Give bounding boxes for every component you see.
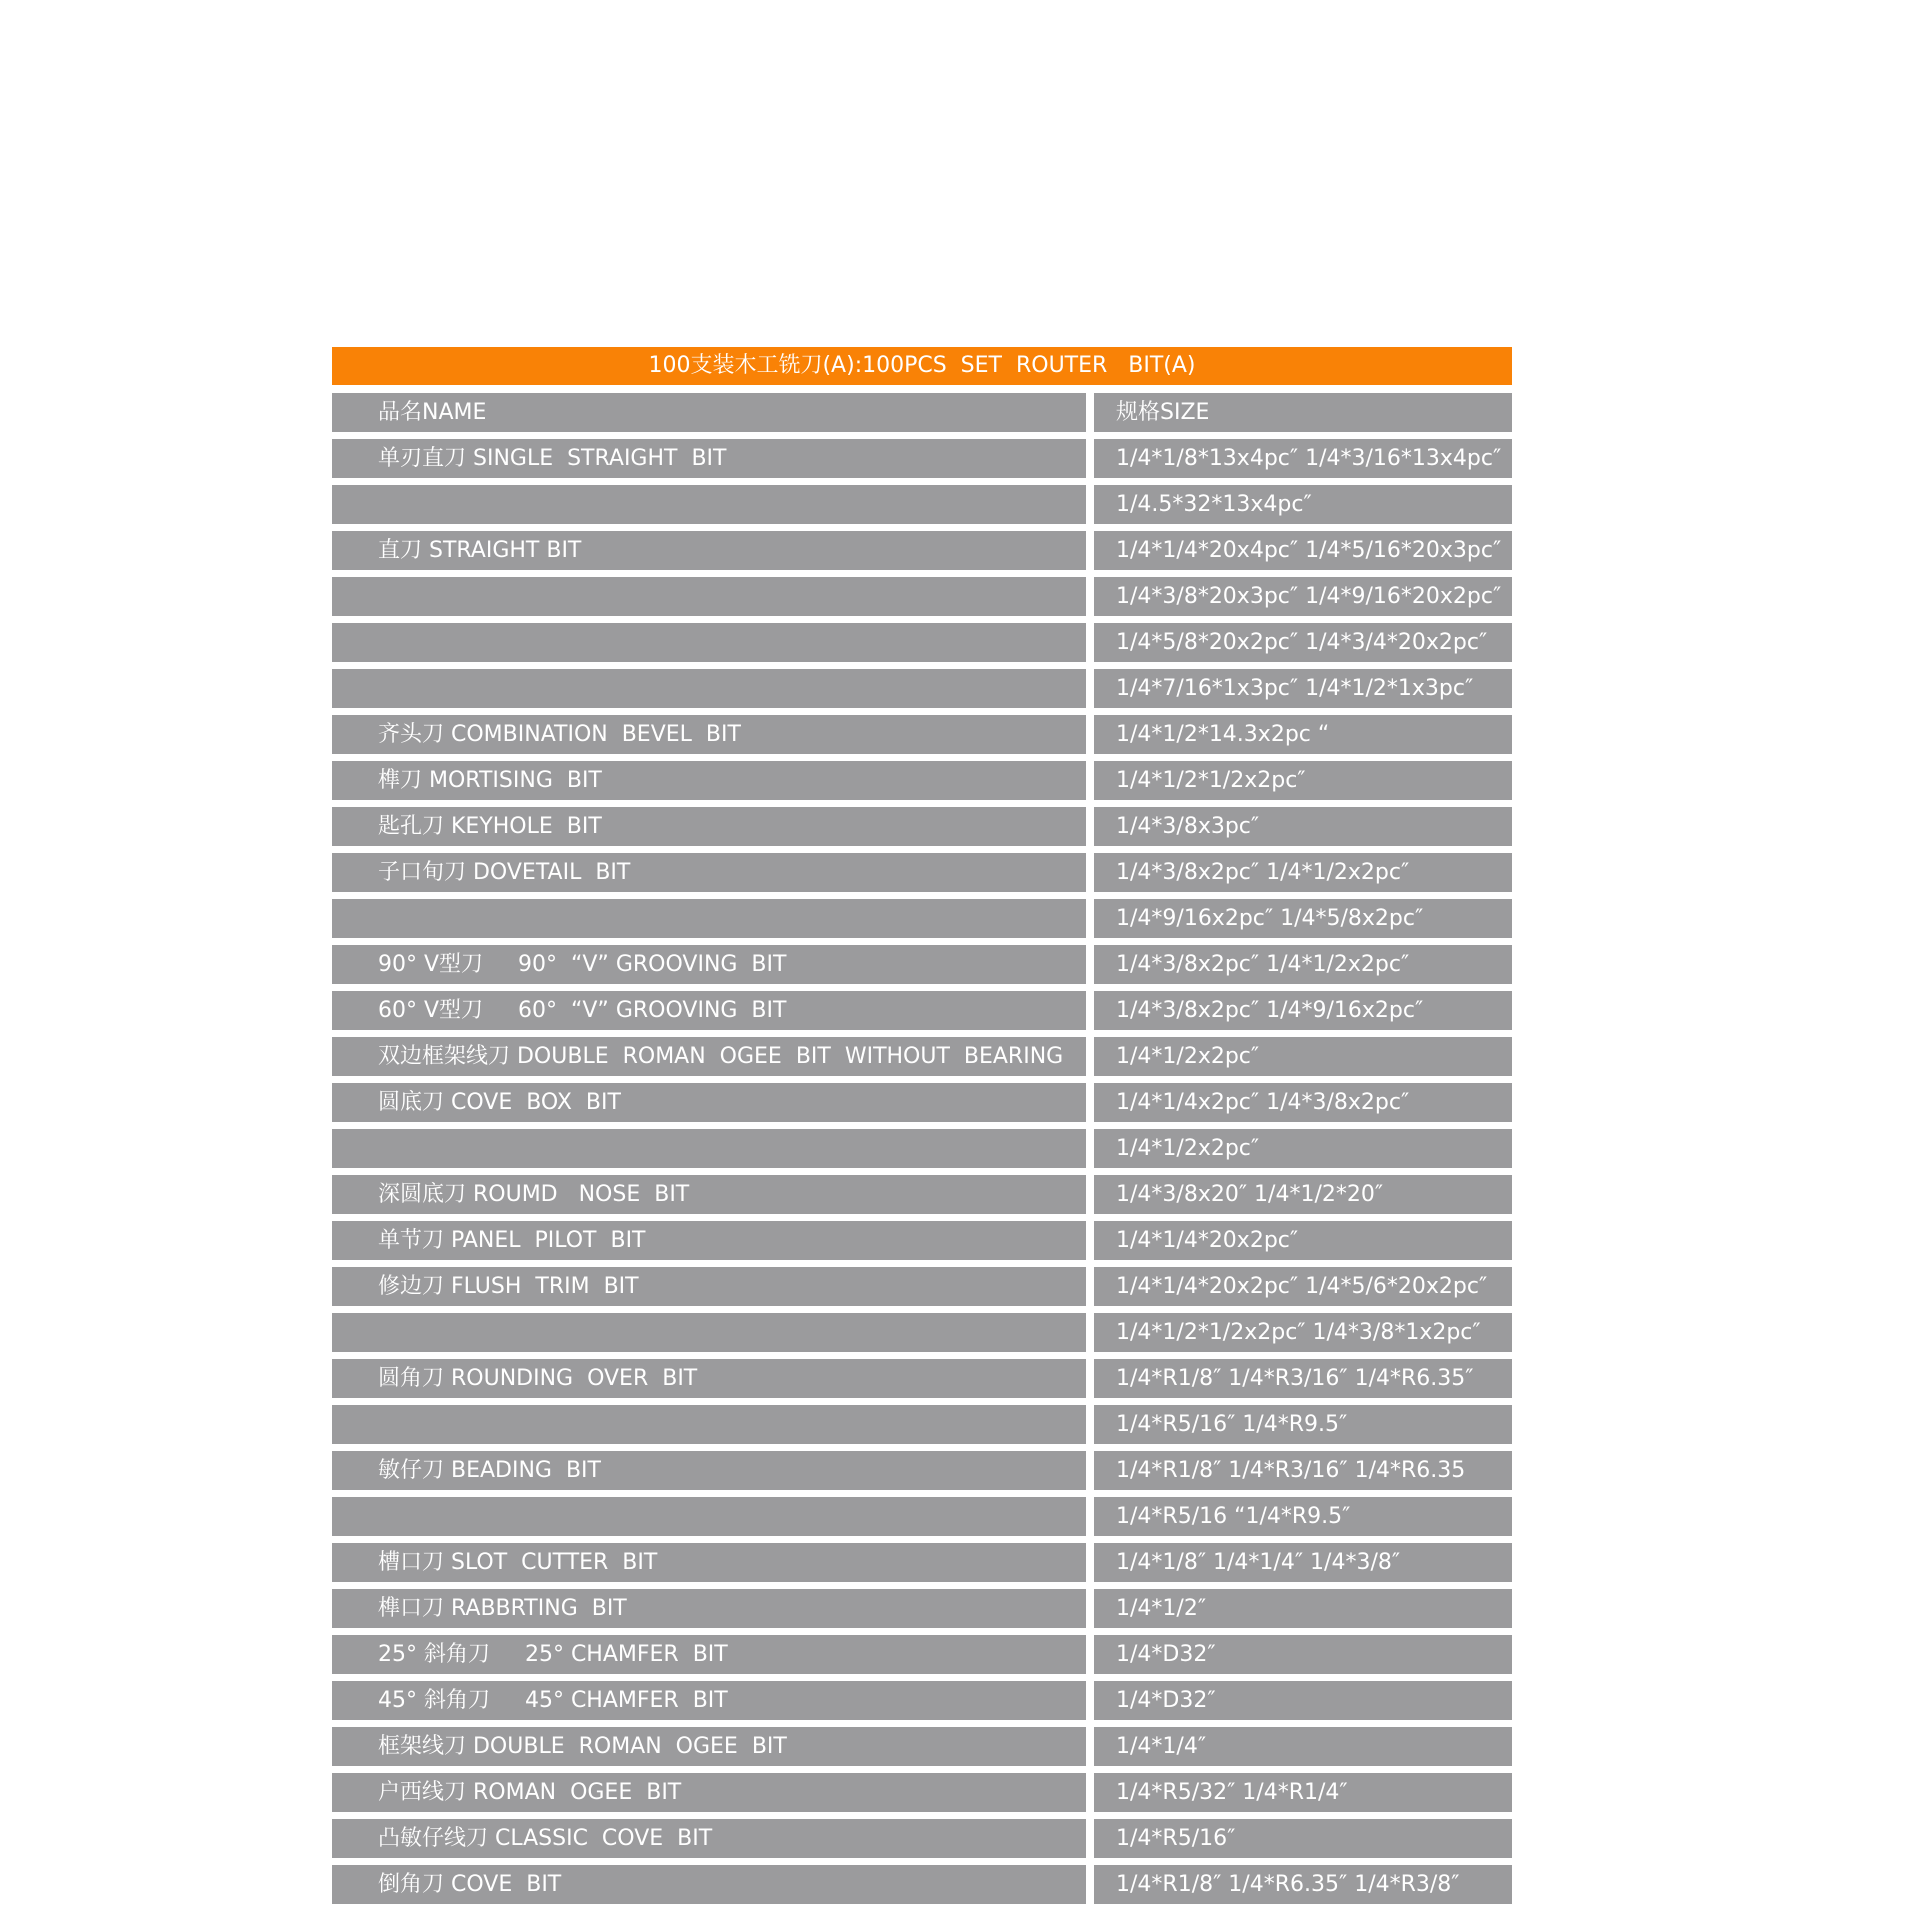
table-row [332,1773,1512,1812]
name-cell: 齐头刀 COMBINATION BEVEL BIT [332,715,1086,754]
table-row [332,1727,1512,1766]
table-row [332,485,1512,524]
name-cell: 90° V型刀 90° “V” GROOVING BIT [332,945,1086,984]
name-cell [332,1129,1086,1168]
table-row [332,1037,1512,1076]
name-cell: 圆底刀 COVE BOX BIT [332,1083,1086,1122]
name-cell: 榫口刀 RABBRTING BIT [332,1589,1086,1628]
size-cell: 1/4*1/2x2pc″ [1094,1037,1512,1076]
table-row [332,761,1512,800]
name-cell: 60° V型刀 60° “V” GROOVING BIT [332,991,1086,1030]
table-row [332,1543,1512,1582]
header-name-cell: 品名NAME [332,393,1086,432]
spec-table [332,393,1512,1904]
size-cell: 1/4*1/2*1/2x2pc″ [1094,761,1512,800]
name-cell [332,623,1086,662]
name-cell [332,1497,1086,1536]
size-cell: 1/4*1/8*13x4pc″ 1/4*3/16*13x4pc″ [1094,439,1512,478]
table-row [332,1681,1512,1720]
size-cell: 1/4*1/4x2pc″ 1/4*3/8x2pc″ [1094,1083,1512,1122]
table-row [332,945,1512,984]
size-cell: 1/4*1/2″ [1094,1589,1512,1628]
name-cell: 倒角刀 COVE BIT [332,1865,1086,1904]
table-row [332,1359,1512,1398]
table-row [332,1267,1512,1306]
name-cell: 凸敏仔线刀 CLASSIC COVE BIT [332,1819,1086,1858]
size-cell: 1/4*3/8x3pc″ [1094,807,1512,846]
table-row [332,1819,1512,1858]
size-cell: 1/4*3/8x2pc″ 1/4*9/16x2pc″ [1094,991,1512,1030]
table-row [332,1451,1512,1490]
table-row [332,991,1512,1030]
table-row [332,715,1512,754]
name-cell [332,485,1086,524]
name-cell: 45° 斜角刀 45° CHAMFER BIT [332,1681,1086,1720]
name-cell: 子口旬刀 DOVETAIL BIT [332,853,1086,892]
table-row [332,531,1512,570]
table-row [332,623,1512,662]
name-cell: 榫刀 MORTISING BIT [332,761,1086,800]
size-cell: 1/4*1/2*14.3x2pc “ [1094,715,1512,754]
name-cell: 敏仔刀 BEADING BIT [332,1451,1086,1490]
table-row [332,1129,1512,1168]
name-cell [332,669,1086,708]
table-row [332,1865,1512,1904]
name-cell [332,899,1086,938]
name-cell: 深圆底刀 ROUMD NOSE BIT [332,1175,1086,1214]
router-bit-spec-sheet [332,347,1512,1904]
size-cell: 1/4.5*32*13x4pc″ [1094,485,1512,524]
header-row [332,393,1512,432]
name-cell: 双边框架线刀 DOUBLE ROMAN OGEE BIT WITHOUT BEARING [332,1037,1086,1076]
size-cell: 1/4*1/4*20x2pc″ 1/4*5/6*20x2pc″ [1094,1267,1512,1306]
size-cell: 1/4*1/4″ [1094,1727,1512,1766]
size-cell: 1/4*D32″ [1094,1635,1512,1674]
size-cell: 1/4*R5/16″ [1094,1819,1512,1858]
size-cell: 1/4*3/8x2pc″ 1/4*1/2x2pc″ [1094,853,1512,892]
size-cell: 1/4*1/2*1/2x2pc″ 1/4*3/8*1x2pc″ [1094,1313,1512,1352]
size-cell: 1/4*3/8x20″ 1/4*1/2*20″ [1094,1175,1512,1214]
size-cell: 1/4*D32″ [1094,1681,1512,1720]
size-cell: 1/4*R5/16 “1/4*R9.5″ [1094,1497,1512,1536]
size-cell: 1/4*7/16*1x3pc″ 1/4*1/2*1x3pc″ [1094,669,1512,708]
size-cell: 1/4*3/8x2pc″ 1/4*1/2x2pc″ [1094,945,1512,984]
size-cell: 1/4*R5/16″ 1/4*R9.5″ [1094,1405,1512,1444]
name-cell: 框架线刀 DOUBLE ROMAN OGEE BIT [332,1727,1086,1766]
header-size-cell: 规格SIZE [1094,393,1512,432]
table-row [332,1083,1512,1122]
table-row [332,853,1512,892]
name-cell: 户西线刀 ROMAN OGEE BIT [332,1773,1086,1812]
table-row [332,1497,1512,1536]
table-row [332,439,1512,478]
name-cell [332,577,1086,616]
sheet-title: 100支装木工铣刀(A):100PCS SET ROUTER BIT(A) [332,347,1512,385]
table-row [332,1221,1512,1260]
table-row [332,1589,1512,1628]
name-cell: 匙孔刀 KEYHOLE BIT [332,807,1086,846]
name-cell: 25° 斜角刀 25° CHAMFER BIT [332,1635,1086,1674]
name-cell: 圆角刀 ROUNDING OVER BIT [332,1359,1086,1398]
name-cell: 单节刀 PANEL PILOT BIT [332,1221,1086,1260]
size-cell: 1/4*9/16x2pc″ 1/4*5/8x2pc″ [1094,899,1512,938]
size-cell: 1/4*5/8*20x2pc″ 1/4*3/4*20x2pc″ [1094,623,1512,662]
table-row [332,577,1512,616]
name-cell: 槽口刀 SLOT CUTTER BIT [332,1543,1086,1582]
name-cell [332,1313,1086,1352]
size-cell: 1/4*R5/32″ 1/4*R1/4″ [1094,1773,1512,1812]
table-row [332,1313,1512,1352]
size-cell: 1/4*1/4*20x2pc″ [1094,1221,1512,1260]
table-row [332,807,1512,846]
table-row [332,1635,1512,1674]
size-cell: 1/4*R1/8″ 1/4*R6.35″ 1/4*R3/8″ [1094,1865,1512,1904]
table-row [332,1405,1512,1444]
table-row [332,669,1512,708]
size-cell: 1/4*R1/8″ 1/4*R3/16″ 1/4*R6.35 [1094,1451,1512,1490]
name-cell [332,1405,1086,1444]
size-cell: 1/4*1/4*20x4pc″ 1/4*5/16*20x3pc″ [1094,531,1512,570]
name-cell: 直刀 STRAIGHT BIT [332,531,1086,570]
size-cell: 1/4*1/2x2pc″ [1094,1129,1512,1168]
name-cell: 单刃直刀 SINGLE STRAIGHT BIT [332,439,1086,478]
size-cell: 1/4*3/8*20x3pc″ 1/4*9/16*20x2pc″ [1094,577,1512,616]
table-row [332,1175,1512,1214]
size-cell: 1/4*1/8″ 1/4*1/4″ 1/4*3/8″ [1094,1543,1512,1582]
name-cell: 修边刀 FLUSH TRIM BIT [332,1267,1086,1306]
table-row [332,899,1512,938]
size-cell: 1/4*R1/8″ 1/4*R3/16″ 1/4*R6.35″ [1094,1359,1512,1398]
